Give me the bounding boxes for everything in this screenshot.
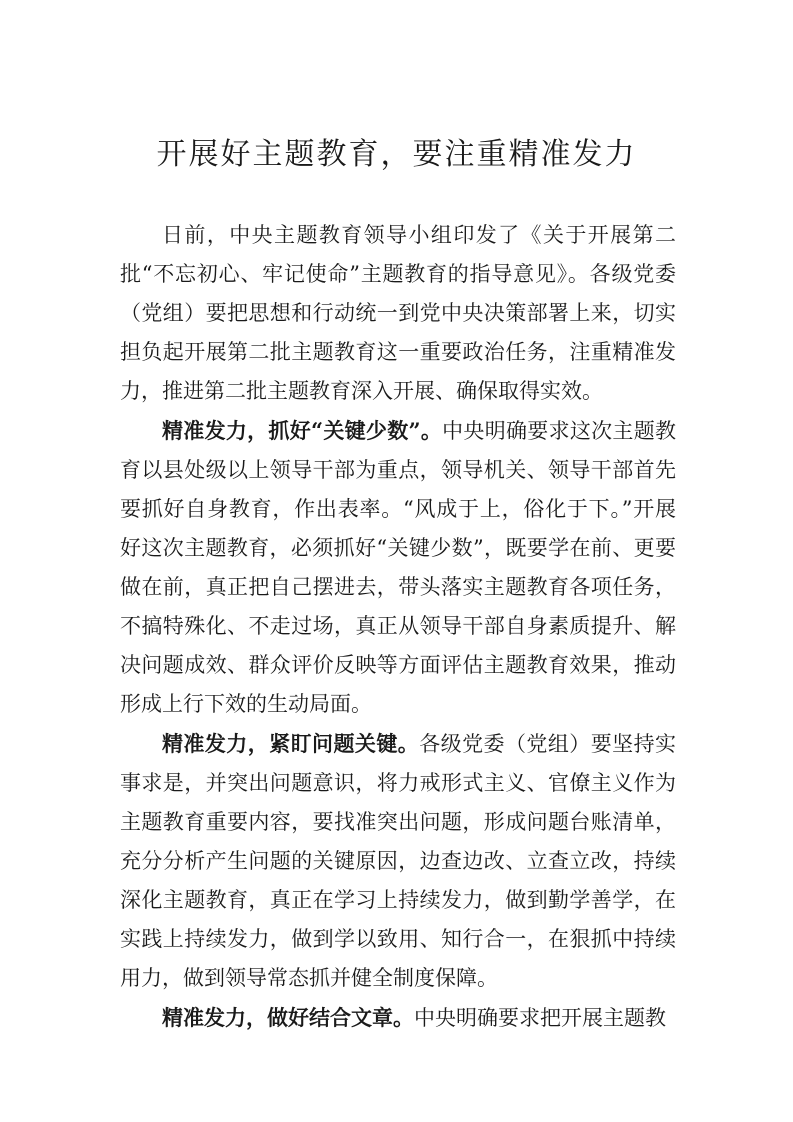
paragraph-text: 中央明确要求这次主题教育以县处级以上领导干部为重点，领导机关、领导干部首先要抓好自身教育，作出表率。“风成于上，俗化于下。”开展好这次主题教育，必须抓好“关键少数”，既要学在前、更要做在前，真正把自己摆进去，带头落实主题教育各项任务，不搞特殊化、不走过场，真正从领导干部自身素质提升、解决问题成效、群众评价反映等方面评估主题教育效果，推动形成上行下效的生动局面。: [120, 419, 676, 716]
paragraph-2: [120, 411, 676, 724]
paragraph-lead: 精准发力，抓好“关键少数”。: [162, 418, 443, 443]
paragraph-text: 日前，中央主题教育领导小组印发了《关于开展第二批“不忘初心、牢记使命”主题教育的指导意见》。各级党委（党组）要把思想和行动统一到党中央决策部署上来，切实担负起开展第二批主题教育这一重要政治任务，注重精准发力，推进第二批主题教育深入开展、确保取得实效。: [120, 223, 676, 403]
paragraph-3: [120, 724, 676, 998]
paragraph-1: [120, 215, 676, 411]
paragraph-lead: 精准发力，做好结合文章。: [162, 1005, 414, 1030]
document-title: 开展好主题教育，要注重精准发力: [156, 137, 637, 172]
document-body: [120, 215, 676, 1038]
paragraph-text: 中央明确要求把开展主题教: [414, 1006, 666, 1030]
paragraph-text: 各级党委（党组）要坚持实事求是，并突出问题意识，将力戒形式主义、官僚主义作为主题教育重要内容，要找准突出问题，形成问题台账清单，充分分析产生问题的关键原因，边查边改、立查立改，持续深化主题教育，真正在学习上持续发力，做到勤学善学，在实践上持续发力，做到学以致用、知行合一，在狠抓中持续用力，做到领导常态抓并健全制度保障。: [120, 732, 677, 990]
paragraph-4: [120, 998, 676, 1038]
paragraph-lead: 精准发力，紧盯问题关键。: [162, 731, 420, 756]
